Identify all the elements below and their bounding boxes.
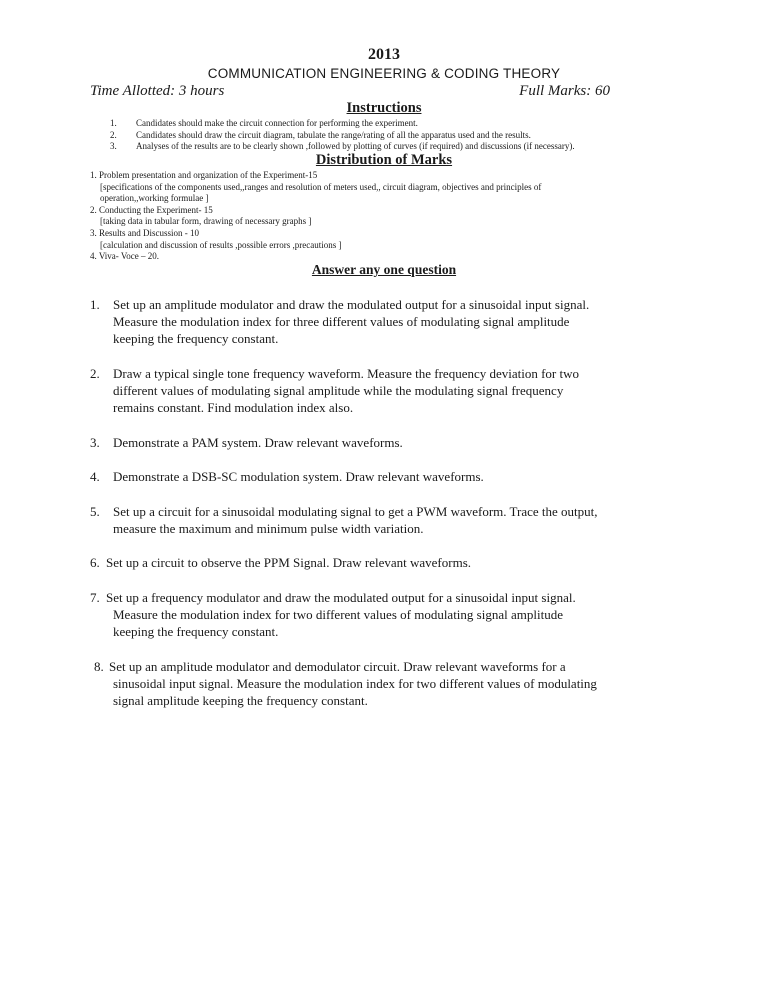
question-item bbox=[90, 296, 690, 347]
question-number: 6. bbox=[90, 555, 100, 570]
question-item bbox=[90, 434, 690, 451]
marks-line: operation,,working formulae ] bbox=[100, 193, 209, 204]
question-number: 1. bbox=[90, 297, 100, 312]
instruction-item bbox=[110, 118, 730, 130]
question-line: keeping the frequency constant. bbox=[113, 331, 279, 346]
question-text bbox=[90, 503, 690, 537]
question-text bbox=[94, 658, 690, 709]
time-allotted: Time Allotted: 3 hours bbox=[90, 83, 225, 99]
question-line: Set up a circuit to observe the PPM Signal. Draw relevant waveforms. bbox=[106, 555, 471, 570]
marks-line: [calculation and discussion of results ,possible errors ,precautions ] bbox=[100, 239, 342, 250]
question-item bbox=[90, 468, 690, 485]
question-line: signal amplitude keeping the frequency constant. bbox=[113, 693, 368, 708]
question-line: Set up a frequency modulator and draw the modulated output for a sinusoidal input signal. bbox=[106, 590, 576, 605]
question-text bbox=[90, 296, 690, 347]
marks-line: 3. Results and Discussion - 10 bbox=[90, 227, 199, 238]
question-item bbox=[90, 365, 690, 416]
question-number: 5. bbox=[90, 504, 100, 519]
question-line: Measure the modulation index for two different values of modulating signal amplitude bbox=[113, 607, 563, 622]
question-line: sinusoidal input signal. Measure the modulation index for two different values of modulating bbox=[113, 676, 597, 691]
question-item bbox=[94, 658, 690, 709]
question-list bbox=[90, 296, 690, 709]
instruction-text: Analyses of the results are to be clearly shown ,followed by plotting of curves (if required) and discussions (if necessary). bbox=[136, 141, 575, 151]
instruction-item bbox=[110, 141, 730, 153]
exam-year: 2013 bbox=[368, 46, 400, 63]
question-text bbox=[90, 589, 690, 640]
marks-distribution bbox=[90, 170, 690, 263]
marks-line: 4. Viva- Voce – 20. bbox=[90, 251, 159, 262]
question-number: 3. bbox=[90, 435, 100, 450]
question-line: Measure the modulation index for three different values of modulating signal amplitude bbox=[113, 314, 570, 329]
question-number: 2. bbox=[90, 366, 100, 381]
question-line: keeping the frequency constant. bbox=[113, 624, 279, 639]
question-number: 4. bbox=[90, 469, 100, 484]
instruction-text: Candidates should draw the circuit diagram, tabulate the range/rating of all the apparatus used and the results. bbox=[136, 129, 531, 140]
marks-line: 2. Conducting the Experiment- 15 bbox=[90, 204, 213, 215]
question-text bbox=[90, 365, 690, 416]
marks-line: [taking data in tabular form, drawing of necessary graphs ] bbox=[100, 216, 312, 227]
instructions-heading: Instructions bbox=[346, 100, 422, 116]
question-item bbox=[90, 503, 690, 537]
question-line: Set up a circuit for a sinusoidal modulating signal to get a PWM waveform. Trace the output, bbox=[113, 504, 598, 519]
question-text bbox=[90, 434, 690, 451]
marks-line: 1. Problem presentation and organization of the Experiment-15 bbox=[90, 170, 318, 180]
instruction-number: 3. bbox=[110, 141, 117, 151]
full-marks: Full Marks: 60 bbox=[519, 83, 610, 99]
subject-title: COMMUNICATION ENGINEERING & CODING THEORY bbox=[207, 66, 561, 81]
question-text bbox=[90, 554, 690, 571]
marks-line: [specifications of the components used,,ranges and resolution of meters used,, circuit diagram, objectives and principles of bbox=[100, 181, 542, 192]
answer-heading: Answer any one question bbox=[311, 262, 457, 277]
question-line: measure the maximum and minimum pulse width variation. bbox=[113, 521, 424, 536]
question-line: Draw a typical single tone frequency waveform. Measure the frequency deviation for two bbox=[113, 366, 580, 381]
instruction-number: 2. bbox=[110, 129, 117, 140]
question-number: 8. bbox=[94, 659, 104, 674]
instruction-number: 1. bbox=[110, 118, 117, 128]
instruction-item bbox=[110, 130, 730, 142]
question-line: Set up an amplitude modulator and demodulator circuit. Draw relevant waveforms for a bbox=[109, 659, 566, 674]
question-item bbox=[90, 554, 690, 571]
instructions-list bbox=[110, 118, 730, 153]
question-line: Set up an amplitude modulator and draw the modulated output for a sinusoidal input signal. bbox=[113, 297, 590, 312]
question-line: Demonstrate a DSB-SC modulation system. Draw relevant waveforms. bbox=[113, 469, 484, 484]
distribution-heading: Distribution of Marks bbox=[315, 152, 453, 168]
question-line: remains constant. Find modulation index also. bbox=[113, 400, 354, 415]
question-item bbox=[90, 589, 690, 640]
question-number: 7. bbox=[90, 590, 100, 605]
question-text bbox=[90, 468, 690, 485]
question-line: different values of modulating signal amplitude while the modulating signal frequency bbox=[113, 383, 564, 398]
question-line: Demonstrate a PAM system. Draw relevant waveforms. bbox=[113, 435, 403, 450]
instruction-text: Candidates should make the circuit connection for performing the experiment. bbox=[136, 118, 418, 128]
